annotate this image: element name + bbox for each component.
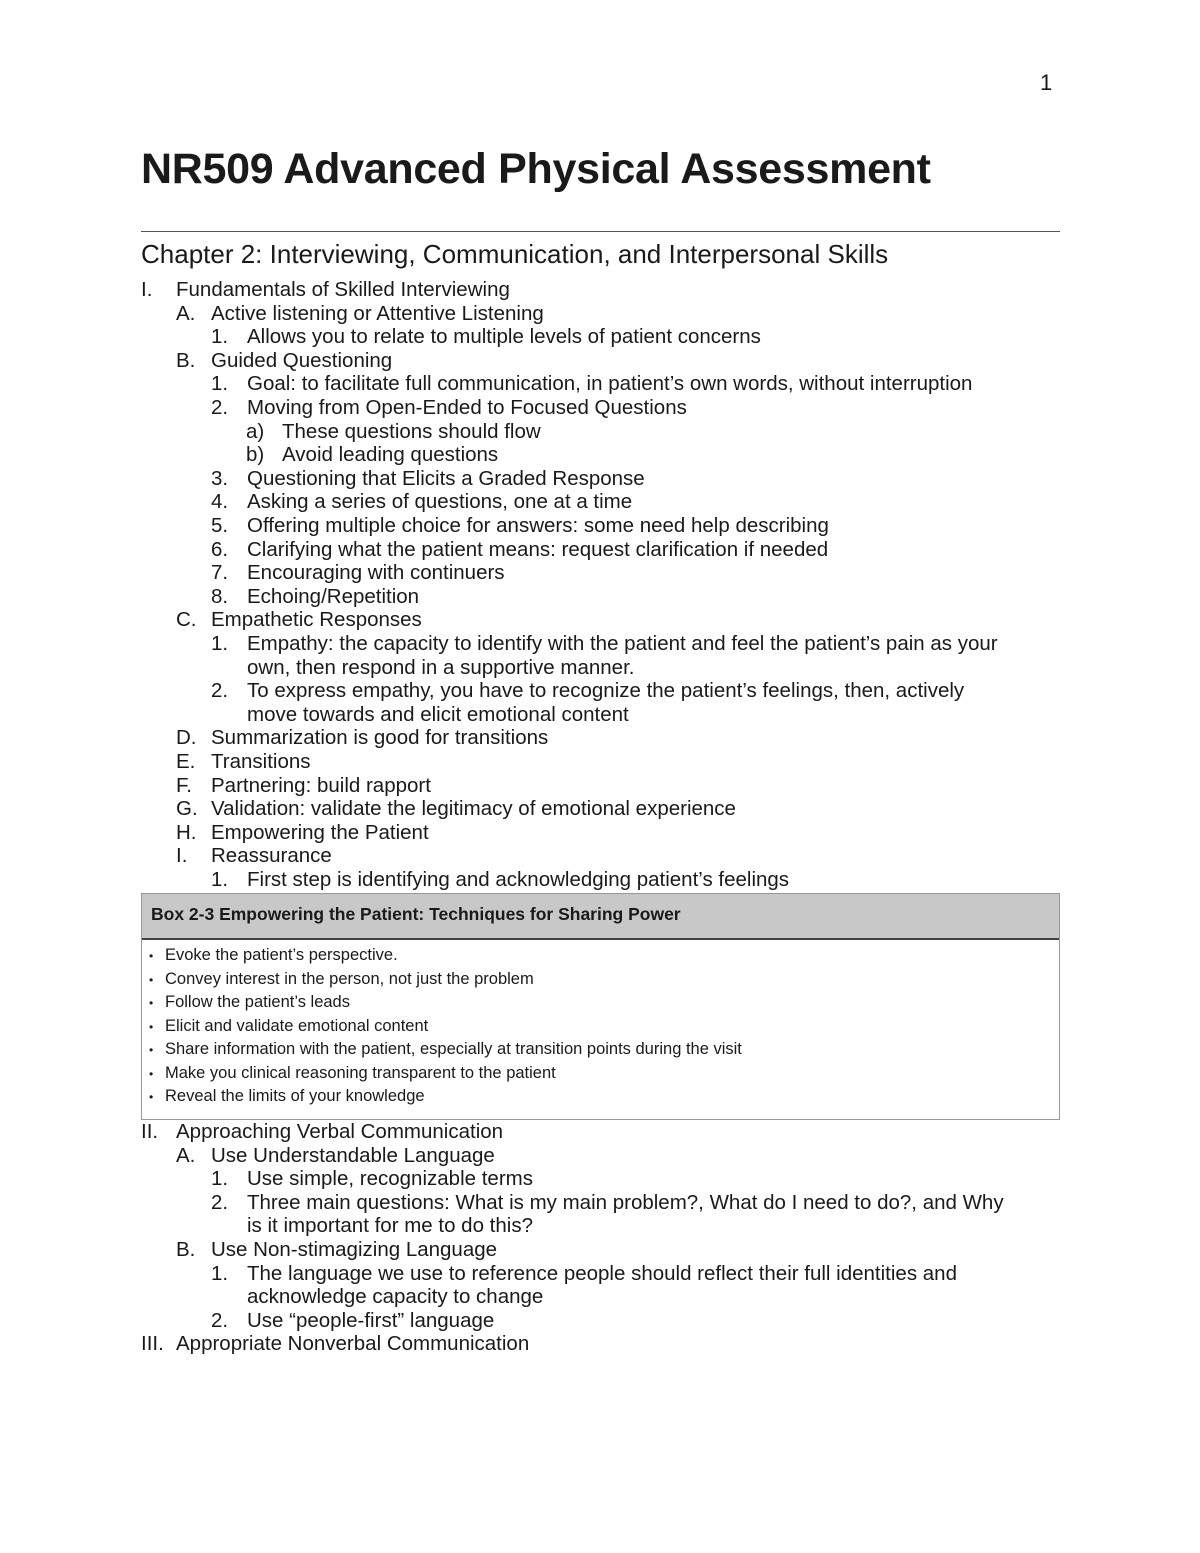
- bullet-icon: •: [149, 972, 154, 987]
- outline-text: Use Non-stimagizing Language: [211, 1238, 498, 1261]
- outline-marker: E.: [176, 750, 196, 773]
- bullet-icon: •: [149, 1019, 154, 1034]
- box-bullet-text: Share information with the patient, especially at transition points during the visit: [165, 1040, 742, 1058]
- outline-text: Partnering: build rapport: [211, 773, 431, 797]
- outline-text: Goal: to facilitate full communication, in patient’s own words, without interruption: [247, 372, 973, 396]
- bullet-icon: •: [149, 1090, 154, 1104]
- box-bullet-item: [149, 1015, 428, 1038]
- outline-text: Avoid leading questions: [282, 443, 499, 467]
- box-bullet-item: [149, 968, 534, 991]
- outline-text: Summarization is good for transitions: [211, 726, 549, 750]
- outline-marker: a): [246, 419, 265, 443]
- outline-text: Transitions: [211, 750, 311, 773]
- outline-text: is it important for me to do this?: [247, 1214, 533, 1238]
- outline-marker: 5.: [211, 514, 229, 537]
- outline-text: The language we use to reference people should reflect their full identities and: [247, 1261, 957, 1285]
- outline-text: Guided Questioning: [211, 348, 393, 372]
- outline-marker: 1.: [211, 1167, 229, 1191]
- box-bullet-text: Follow the patient’s leads: [165, 993, 350, 1011]
- box-bullet-item: [149, 1062, 556, 1085]
- outline-marker: III.: [141, 1332, 164, 1356]
- outline-marker: C.: [176, 608, 197, 632]
- outline-marker: H.: [176, 820, 197, 844]
- bullet-icon: •: [149, 996, 154, 1010]
- outline-marker: 2.: [211, 679, 229, 703]
- outline-text: Questioning that Elicits a Graded Response: [247, 466, 645, 490]
- page-number: 1: [1040, 70, 1053, 95]
- box-bullet-item: [149, 1038, 742, 1061]
- outline-marker: 2.: [211, 1190, 229, 1214]
- outline-marker: 1.: [211, 868, 229, 891]
- outline-text: acknowledge capacity to change: [247, 1285, 544, 1309]
- bullet-icon: •: [149, 1043, 154, 1057]
- bullet-icon: •: [149, 949, 154, 963]
- box-title: Box 2-3 Empowering the Patient: Techniques for Sharing Power: [151, 904, 681, 924]
- outline-text: move towards and elicit emotional content: [247, 702, 629, 726]
- title-divider: [141, 231, 1060, 232]
- outline-marker: B.: [176, 348, 196, 372]
- outline-text: Reassurance: [211, 844, 332, 868]
- outline-text: Allows you to relate to multiple levels of patient concerns: [247, 325, 761, 349]
- outline-marker: I.: [176, 844, 188, 868]
- outline-marker: 6.: [211, 537, 229, 561]
- document-title: NR509 Advanced Physical Assessment: [141, 145, 931, 193]
- outline-text: Use “people-first” language: [247, 1308, 495, 1332]
- outline-marker: B.: [176, 1238, 196, 1261]
- outline-marker: 2.: [211, 396, 229, 419]
- outline-text: Active listening or Attentive Listening: [211, 301, 544, 325]
- outline-marker: 1.: [211, 1261, 229, 1285]
- outline-marker: D.: [176, 726, 197, 750]
- empowering-patient-box: [141, 893, 1060, 1120]
- outline-marker: II.: [141, 1120, 159, 1143]
- outline-text: Asking a series of questions, one at a time: [247, 490, 633, 514]
- outline-text: Approaching Verbal Communication: [176, 1120, 504, 1143]
- outline-text: Fundamentals of Skilled Interviewing: [176, 278, 510, 301]
- box-bullet-text: Evoke the patient’s perspective.: [165, 946, 398, 964]
- outline-text: Use Understandable Language: [211, 1143, 495, 1167]
- outline-text: Three main questions: What is my main problem?, What do I need to do?, and Why: [247, 1190, 1004, 1214]
- outline-text: Empowering the Patient: [211, 820, 429, 844]
- box-bullet-text: Convey interest in the person, not just the problem: [165, 969, 534, 988]
- outline-text: Offering multiple choice for answers: some need help describing: [247, 514, 829, 537]
- outline-text: Use simple, recognizable terms: [247, 1167, 533, 1191]
- outline-marker: 2.: [211, 1308, 229, 1332]
- bullet-icon: •: [149, 1066, 154, 1081]
- outline-text: These questions should flow: [282, 419, 541, 443]
- outline-text: Appropriate Nonverbal Communication: [176, 1332, 530, 1356]
- outline-marker: G.: [176, 797, 198, 821]
- outline-text: To express empathy, you have to recognize the patient’s feelings, then, actively: [247, 679, 965, 703]
- outline-marker: 1.: [211, 325, 229, 349]
- outline-text: own, then respond in a supportive manner.: [247, 655, 635, 679]
- outline-marker: 4.: [211, 490, 229, 514]
- box-bullet-text: Elicit and validate emotional content: [165, 1016, 429, 1035]
- box-bullet-item: [149, 944, 398, 967]
- outline-marker: 8.: [211, 584, 229, 608]
- outline-marker: I.: [141, 278, 153, 301]
- outline-marker: A.: [176, 301, 196, 325]
- outline-marker: F.: [176, 773, 192, 797]
- outline-marker: b): [246, 443, 265, 467]
- outline-text: Validation: validate the legitimacy of emotional experience: [211, 797, 736, 821]
- box-bullet-text: Make you clinical reasoning transparent to the patient: [165, 1063, 556, 1082]
- outline-text: Encouraging with continuers: [247, 561, 505, 585]
- box-bullet-item: [149, 1085, 425, 1108]
- outline-marker: A.: [176, 1143, 196, 1167]
- box-header: [142, 894, 1059, 940]
- outline-text: Empathy: the capacity to identify with the patient and feel the patient’s pain as your: [247, 632, 998, 655]
- outline-text: First step is identifying and acknowledging patient’s feelings: [247, 868, 790, 891]
- outline-marker: 3.: [211, 466, 229, 490]
- box-bullet-item: [149, 991, 350, 1014]
- outline-marker: 1.: [211, 632, 229, 655]
- box-bullet-text: Reveal the limits of your knowledge: [165, 1087, 425, 1105]
- outline-text: Moving from Open-Ended to Focused Questions: [247, 396, 687, 419]
- outline-text: Echoing/Repetition: [247, 584, 420, 608]
- outline-text: Empathetic Responses: [211, 608, 422, 632]
- outline-text: Clarifying what the patient means: request clarification if needed: [247, 537, 829, 561]
- outline-marker: 1.: [211, 372, 229, 396]
- outline-marker: 7.: [211, 561, 229, 585]
- chapter-heading: Chapter 2: Interviewing, Communication, and Interpersonal Skills: [141, 239, 889, 269]
